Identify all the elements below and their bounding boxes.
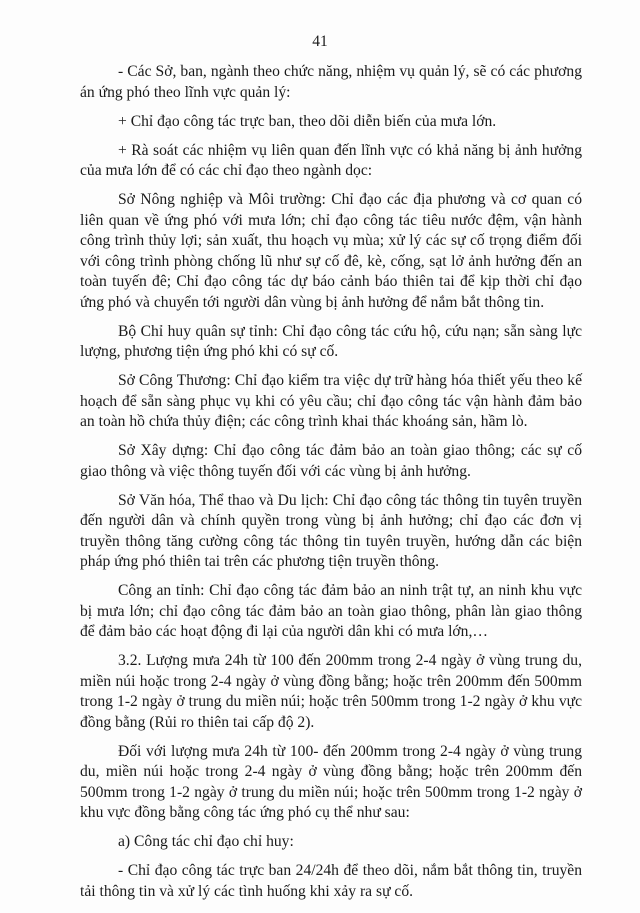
paragraph-departments-intro: - Các Sở, ban, ngành theo chức năng, nhiệm vụ quản lý, sẽ có các phương án ứng phó theo lĩnh vực quản lý: — [80, 63, 582, 101]
paragraph-section-3-2: 3.2. Lượng mưa 24h từ 100 đến 200mm trong 2-4 ngày ở vùng trung du, miền núi hoặc trong 2-4 ngày ở vùng đồng bằng; hoặc trên 200mm đến 500mm trong 1-2 ngày ở trung du miền núi; hoặc trên 500mm trong 1-2 ngày ở khu vực đồng bằng (Rủi ro thiên tai cấp độ 2). — [80, 652, 582, 731]
paragraph-construction: Sở Xây dựng: Chỉ đạo công tác đảm bảo an toàn giao thông; các sự cố giao thông và việc thông tuyến đối với các vùng bị ảnh hưởng. — [80, 442, 582, 480]
paragraph-agriculture-environment: Sở Nông nghiệp và Môi trường: Chỉ đạo các địa phương và cơ quan có liên quan về ứng phó với mưa lớn; chỉ đạo công tác tiêu nước đệm, vận hành công trình thủy lợi; sản xuất, thu hoạch vụ mùa; xử lý các sự cố trọng điểm đối với công trình phòng chống lũ như sự cố đê, kè, cống, sạt lở ảnh hưởng đến an toàn tuyến đê; Chỉ đạo công tác dự báo cảnh báo thiên tai để kịp thời chỉ đạo ứng phó và chuyển tới người dân vùng bị ảnh hưởng để nắm bắt thông tin. — [80, 191, 582, 311]
paragraph-culture-sports-tourism: Sở Văn hóa, Thể thao và Du lịch: Chỉ đạo công tác thông tin tuyên truyền đến người dân và chính quyền trong vùng bị ảnh hưởng; chỉ đạo các đơn vị truyền thông tăng cường công tác thông tin tuyên truyền, hướng dẫn các biện pháp ứng phó thiên tai trên các phương tiện truyền thông. — [80, 491, 582, 570]
paragraph-duty-monitoring: + Chỉ đạo công tác trực ban, theo dõi diễn biến của mưa lớn. — [118, 112, 497, 130]
paragraph-response-level-2: Đối với lượng mưa 24h từ 100- đến 200mm trong 2-4 ngày ở vùng trung du, miền núi hoặc trong 2-4 ngày ở vùng đồng bằng; hoặc trên 200mm đến 500mm trong 1-2 ngày ở trung du miền núi; hoặc trên 500mm trong 1-2 ngày ở khu vực đồng bằng công tác ứng phó cụ thể như sau: — [80, 742, 582, 821]
paragraph-provincial-police: Công an tỉnh: Chỉ đạo công tác đảm bảo an ninh trật tự, an ninh khu vực bị mưa lớn; chỉ đạo công tác đảm bảo an toàn giao thông, phân làn giao thông để đảm bảo các hoạt động đi lại của người dân khi có mưa lớn,… — [80, 582, 582, 640]
paragraph-review-tasks: + Rà soát các nhiệm vụ liên quan đến lĩnh vực có khả năng bị ảnh hưởng của mưa lớn để có các chỉ đạo theo ngành dọc: — [80, 141, 582, 179]
paragraph-command-heading: a) Công tác chỉ đạo chỉ huy: — [118, 833, 294, 850]
paragraph-military-command: Bộ Chỉ huy quân sự tỉnh: Chỉ đạo công tác cứu hộ, cứu nạn; sẵn sàng lực lượng, phương tiện ứng phó khi có sự cố. — [80, 322, 582, 360]
document-body — [80, 62, 582, 911]
paragraph-duty-24h: - Chỉ đạo công tác trực ban 24/24h để theo dõi, nắm bắt thông tin, truyền tải thông tin và xử lý các tình huống khi xảy ra sự cố. — [80, 862, 582, 900]
paragraph-industry-trade: Sở Công Thương: Chỉ đạo kiểm tra việc dự trữ hàng hóa thiết yếu theo kế hoạch để sẵn sàng phục vụ khi có yêu cầu; chỉ đạo công tác vận hành đảm bảo an toàn hồ chứa thủy điện; các công trình khai thác khoáng sản, hầm lò. — [80, 372, 582, 430]
page-number: 41 — [312, 33, 328, 50]
